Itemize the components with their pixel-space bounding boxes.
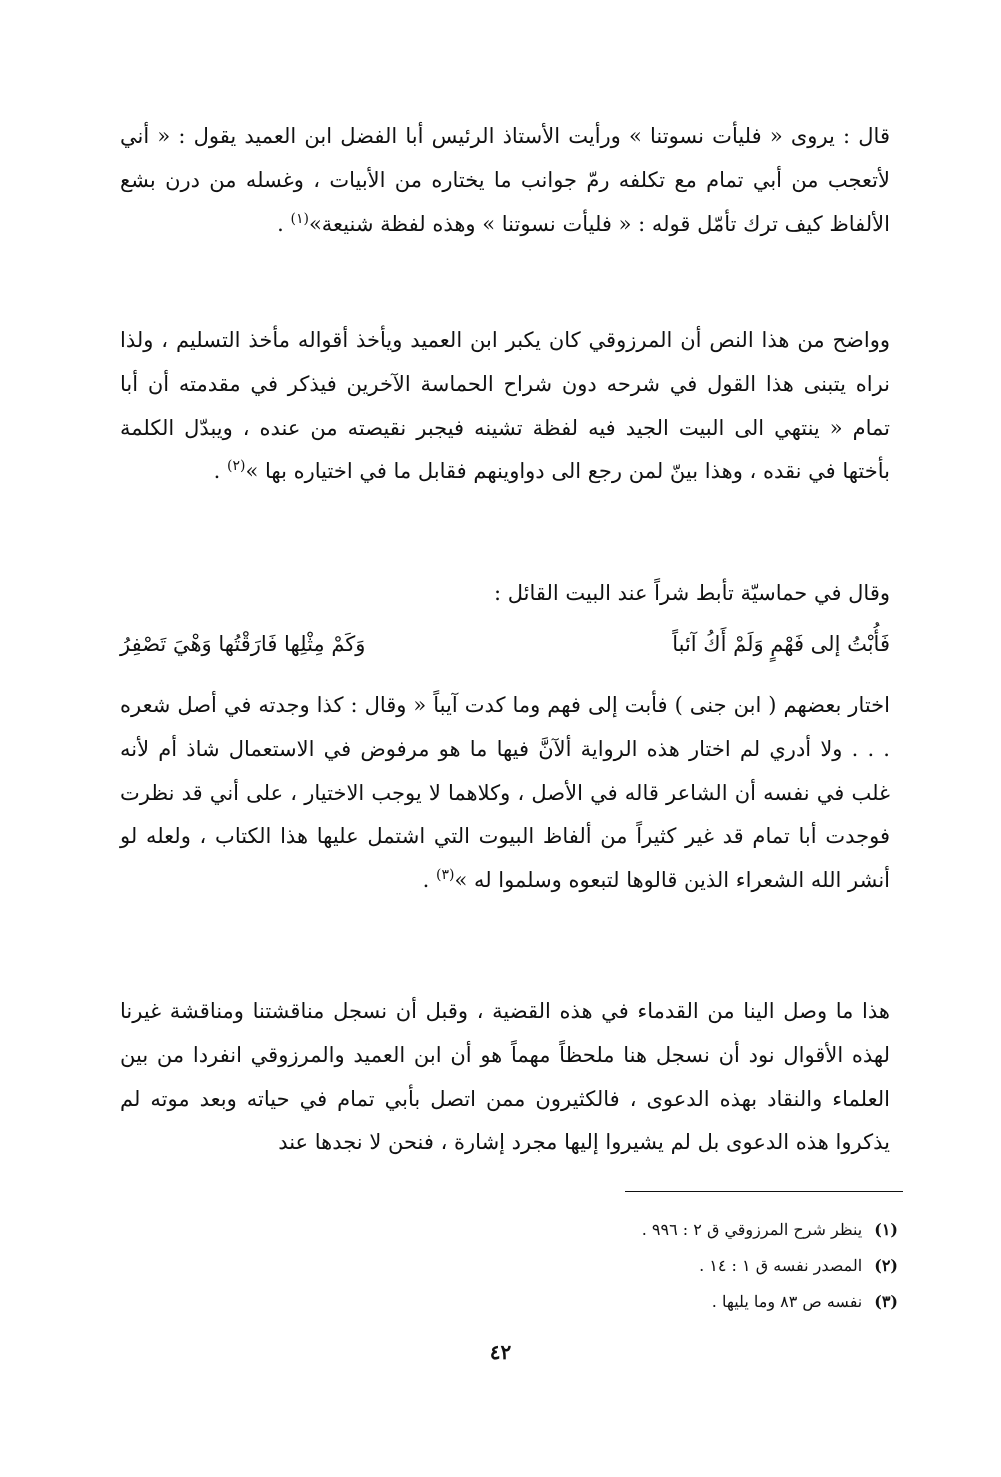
footnote-number: (٢) bbox=[874, 1256, 898, 1275]
paragraph-5 bbox=[120, 990, 890, 1165]
paragraph-5-text: هذا ما وصل الينا من القدماء في هذه القضية ، وقبل أن نسجل مناقشتنا ومناقشة غيرنا لهذه الأقوال نود أن نسجل هنا ملحظاً مهماً هو أن ابن العميد والمرزوقي انفردا من بين العلماء والنقاد بهذه الدعوى ، فالكثيرون ممن اتصل بأبي تمام في حياته وبعد موته لم يذكروا هذه الدعوى بل لم يشيروا إليها مجرد إشارة ، فنحن لا نجدها عند bbox=[120, 999, 890, 1155]
paragraph-2 bbox=[120, 319, 890, 494]
footnote-text: ينظر شرح المرزوقي ق ٢ : ٩٩٦ . bbox=[641, 1220, 863, 1239]
paragraph-3 bbox=[120, 572, 890, 616]
footnote-marker-1: (١) bbox=[290, 210, 309, 227]
footnote-number: (٣) bbox=[874, 1292, 898, 1311]
paragraph-4-end: . bbox=[422, 868, 436, 893]
footnote-number: (١) bbox=[874, 1220, 898, 1239]
verse-first-hemistich: فَأُبْتُ إلى فَهْمٍ وَلَمْ أَكُ آئباً bbox=[672, 632, 890, 656]
paragraph-2-end: . bbox=[213, 459, 228, 484]
paragraph-3-text: وقال في حماسيّة تأبط شراً عند البيت القائل : bbox=[493, 581, 890, 605]
paragraph-4-text: اختار بعضهم ( ابن جنى ) فأبت إلى فهم وما كدت آيباً « وقال : كذا وجدته في أصل شعره . . . ولا أدري لم اختار هذه الرواية ألآنَّ فيها ما هو مرفوض في الاستعمال شاذ أم لأنه غلب في نفسه أن الشاعر قاله في الأصل ، وكلاهما لا يوجب الاختيار ، على أني قد نظرت فوجدت أبا تمام قد غير كثيراً من ألفاظ البيوت التي اشتمل عليها هذا الكتاب ، ولعله لو أنشر الله الشعراء الذين قالوها لتبعوه وسلموا له » bbox=[120, 693, 890, 893]
paragraph-1-text: قال : يروى « فليأت نسوتنا » ورأيت الأستاذ الرئيس أبا الفضل ابن العميد يقول : « أني لأتعجب من أبي تمام مع تكلفه رمّ جوانب ما يختاره من الأبيات ، وغسله من درن بشع الألفاظ كيف ترك تأمّل قوله : « فليأت نسوتنا » وهذه لفظة شنيعة» bbox=[120, 124, 890, 236]
footnote-marker-2: (٢) bbox=[227, 458, 246, 475]
poetry-verse bbox=[120, 622, 890, 666]
paragraph-4 bbox=[120, 684, 890, 903]
footnotes bbox=[398, 1212, 898, 1320]
footnote-1 bbox=[398, 1212, 898, 1248]
verse-second-hemistich: وَكَمْ مِثْلِها فَارَقْتُها وَهْيَ تَصْفِرُ bbox=[120, 632, 366, 656]
footnote-text: نفسه ص ٨٣ وما يليها . bbox=[711, 1292, 863, 1311]
footnote-2 bbox=[398, 1248, 898, 1284]
footnote-3 bbox=[398, 1284, 898, 1320]
paragraph-1-end: . bbox=[277, 211, 291, 236]
page-number: ٤٢ bbox=[489, 1340, 512, 1364]
footnote-separator bbox=[625, 1191, 903, 1192]
paragraph-1 bbox=[120, 115, 890, 246]
footnote-text: المصدر نفسه ق ١ : ١٤ . bbox=[699, 1256, 863, 1275]
footnote-marker-3: (٣) bbox=[435, 867, 455, 884]
paragraph-2-text: وواضح من هذا النص أن المرزوقي كان يكبر ابن العميد ويأخذ أقواله مأخذ التسليم ، ولذا نراه يتبنى هذا القول في شرحه دون شراح الحماسة الآخرين فيذكر في مقدمته أن أبا تمام « ينتهي الى البيت الجيد فيه لفظة تشينه فيجبر نقيصته من عنده ، ويبدّل الكلمة بأختها في نقده ، وهذا بينّ لمن رجع الى دواوينهم فقابل ما في اختياره بها » bbox=[120, 328, 890, 484]
